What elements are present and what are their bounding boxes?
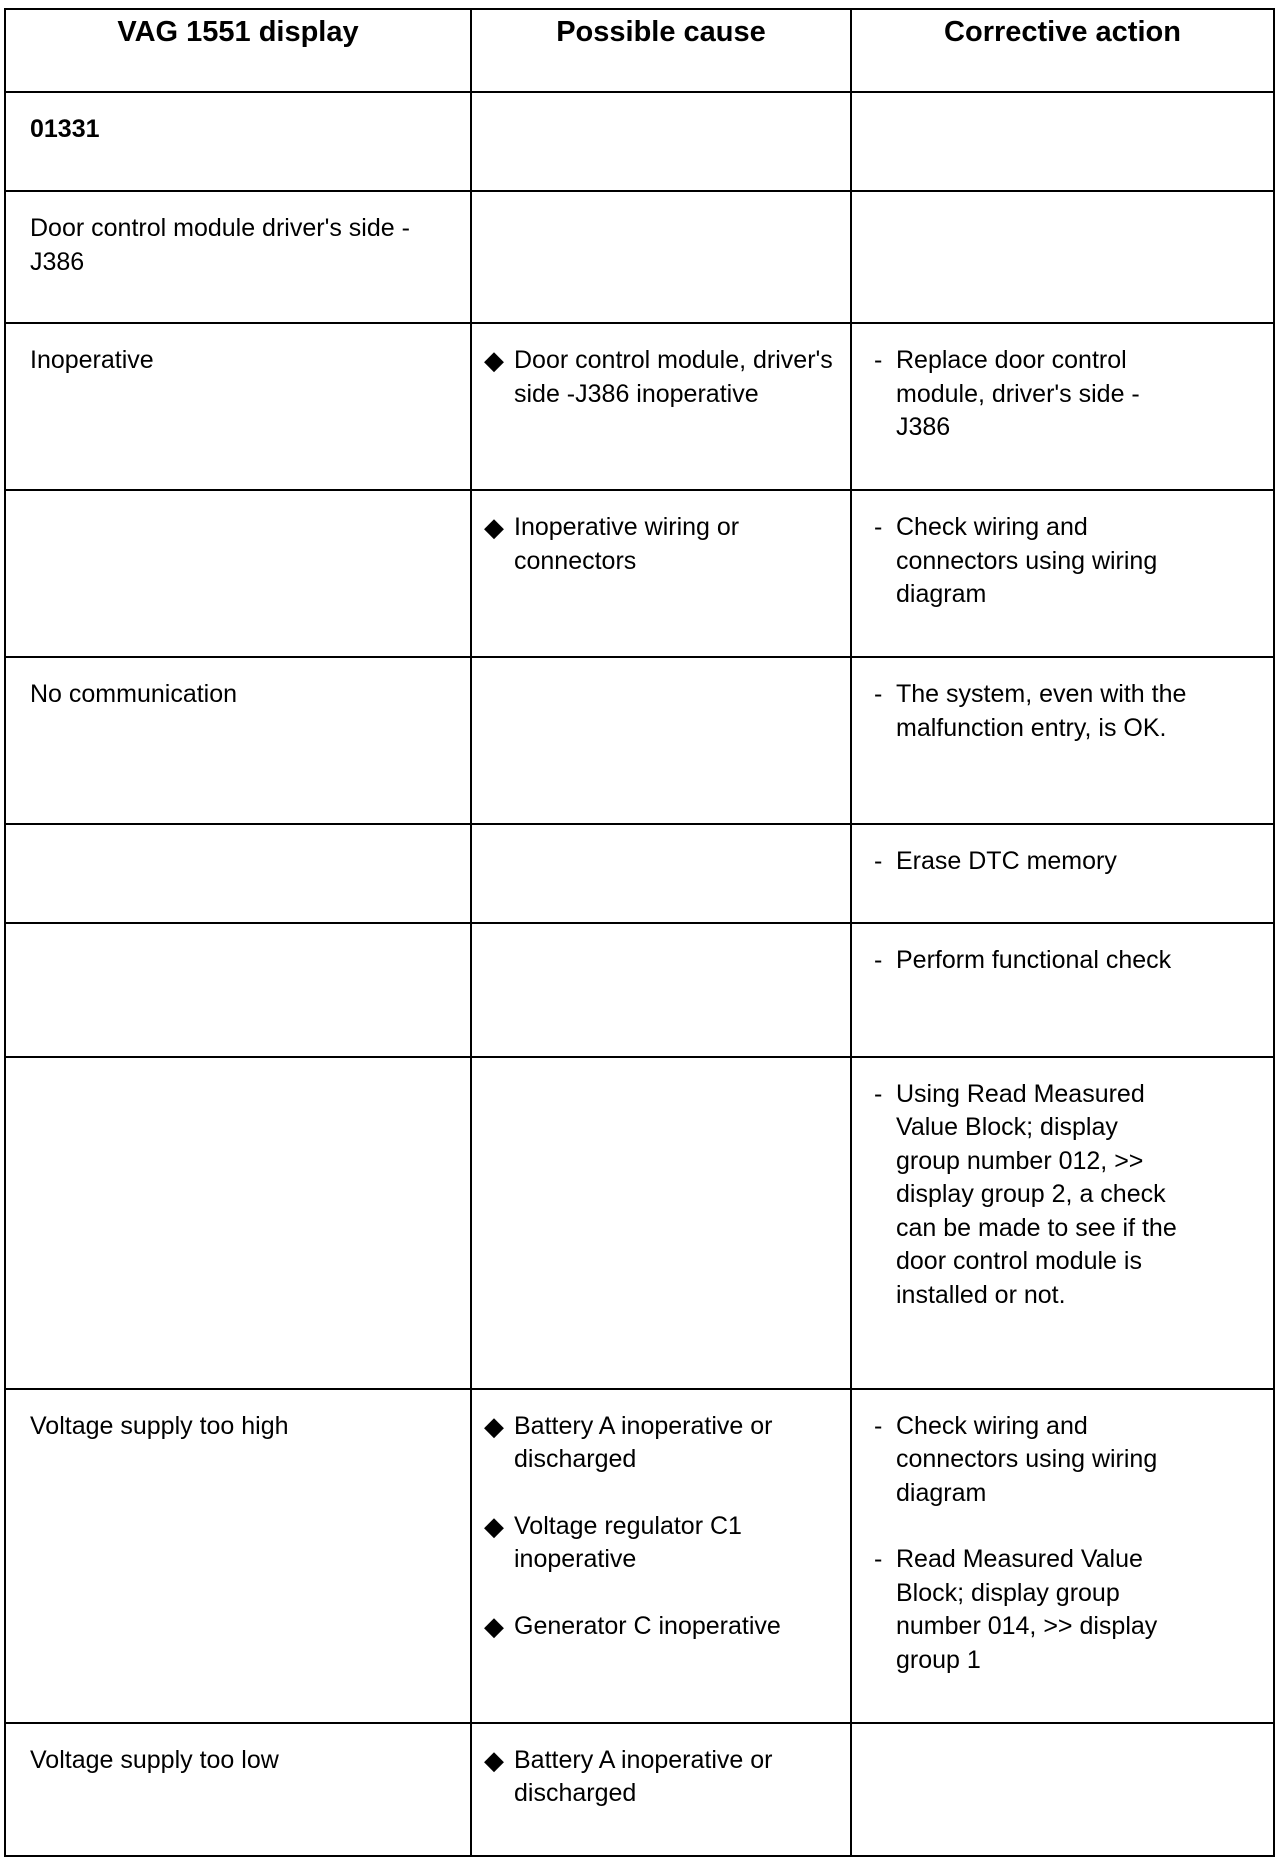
display-text — [6, 924, 470, 944]
header-possible-cause: Possible cause — [471, 9, 851, 92]
action-text: Replace door control module, driver's side - J386 — [896, 346, 1140, 442]
dash-marker: - — [874, 1411, 883, 1440]
dash-marker: - — [874, 346, 883, 375]
diamond-bullet-icon: ◆ — [484, 1510, 504, 1541]
action-cell — [851, 323, 1274, 490]
action-cell — [851, 191, 1274, 323]
action-text: Perform functional check — [896, 946, 1172, 975]
display-text: Voltage supply too low — [30, 1745, 279, 1774]
cause-item — [484, 1510, 834, 1577]
display-cell — [5, 657, 471, 824]
diamond-bullet-icon: ◆ — [484, 512, 504, 543]
cause-text: Battery A inoperative or discharged — [514, 1411, 773, 1474]
dash-marker: - — [874, 946, 883, 975]
display-cell — [5, 323, 471, 490]
action-cell — [851, 1389, 1274, 1723]
table-row — [5, 92, 1274, 191]
cause-text: Generator C inoperative — [514, 1611, 781, 1640]
table-row — [5, 490, 1274, 657]
display-cell — [5, 191, 471, 323]
diamond-bullet-icon: ◆ — [484, 1410, 504, 1441]
cause-cell — [471, 191, 851, 323]
action-text: The system, even with the malfunction entry, is OK. — [896, 680, 1187, 742]
action-cell — [851, 1723, 1274, 1856]
action-text: Using Read Measured Value Block; display group number 012, >> display group 2, a check can be made to see if the door control module is installed or not. — [896, 1079, 1177, 1309]
display-text: Door control module driver's side - J386 — [30, 214, 410, 276]
cause-cell — [471, 490, 851, 657]
display-text: Inoperative — [30, 346, 154, 375]
cause-text: Door control module, driver's side -J386 inoperative — [514, 346, 833, 408]
dash-marker: - — [874, 513, 883, 542]
display-cell — [5, 824, 471, 923]
dash-marker: - — [874, 680, 883, 709]
action-cell — [851, 92, 1274, 191]
cause-cell — [471, 1389, 851, 1723]
display-text — [6, 825, 470, 845]
cause-cell — [471, 1723, 851, 1856]
header-row — [5, 9, 1274, 92]
display-cell — [5, 490, 471, 657]
table-row — [5, 191, 1274, 323]
action-item — [874, 1078, 1257, 1313]
display-text: No communication — [30, 680, 238, 709]
header-vag-display: VAG 1551 display — [5, 9, 471, 92]
action-text: Read Measured Value Block; display group number 014, >> display group 1 — [896, 1545, 1158, 1674]
table-row — [5, 824, 1274, 923]
action-text: Check wiring and connectors using wiring diagram — [896, 513, 1158, 609]
cause-text: Battery A inoperative or discharged — [514, 1745, 773, 1808]
action-cell — [851, 923, 1274, 1056]
action-text: Check wiring and connectors using wiring diagram — [896, 1411, 1158, 1507]
cause-item — [484, 344, 834, 411]
action-cell — [851, 490, 1274, 657]
cause-item — [484, 1610, 834, 1644]
cause-item — [484, 1744, 834, 1811]
action-text: Erase DTC memory — [896, 847, 1117, 876]
dash-marker: - — [874, 847, 883, 876]
diagnostic-table — [4, 8, 1275, 1857]
table-row — [5, 1723, 1274, 1856]
diamond-bullet-icon: ◆ — [484, 1744, 504, 1775]
cause-cell — [471, 923, 851, 1056]
action-item — [874, 1410, 1257, 1511]
display-text: 01331 — [30, 115, 100, 143]
cause-text: Voltage regulator C1 inoperative — [514, 1511, 742, 1574]
action-item — [874, 511, 1257, 612]
action-item — [874, 344, 1257, 445]
display-cell — [5, 1723, 471, 1856]
diamond-bullet-icon: ◆ — [484, 1610, 504, 1641]
action-item — [874, 678, 1257, 745]
display-cell — [5, 1057, 471, 1389]
cause-item — [484, 1410, 834, 1477]
display-text: Voltage supply too high — [30, 1411, 289, 1440]
dash-marker: - — [874, 1079, 883, 1108]
display-text — [6, 1058, 470, 1078]
cause-cell — [471, 92, 851, 191]
table-row — [5, 1057, 1274, 1389]
action-cell — [851, 657, 1274, 824]
action-item — [874, 944, 1257, 978]
cause-cell — [471, 824, 851, 923]
cause-cell — [471, 1057, 851, 1389]
action-cell — [851, 1057, 1274, 1389]
action-item — [874, 845, 1257, 879]
display-cell — [5, 923, 471, 1056]
diamond-bullet-icon: ◆ — [484, 345, 504, 376]
cause-item — [484, 511, 834, 578]
display-text — [6, 491, 470, 511]
cause-cell — [471, 657, 851, 824]
header-corrective-action: Corrective action — [851, 9, 1274, 92]
action-item — [874, 1543, 1257, 1677]
action-cell — [851, 824, 1274, 923]
table-row — [5, 923, 1274, 1056]
table-row — [5, 1389, 1274, 1723]
cause-cell — [471, 323, 851, 490]
display-cell — [5, 92, 471, 191]
display-cell — [5, 1389, 471, 1723]
dash-marker: - — [874, 1545, 883, 1574]
table-row — [5, 323, 1274, 490]
table-row — [5, 657, 1274, 824]
cause-text: Inoperative wiring or connectors — [514, 513, 740, 575]
